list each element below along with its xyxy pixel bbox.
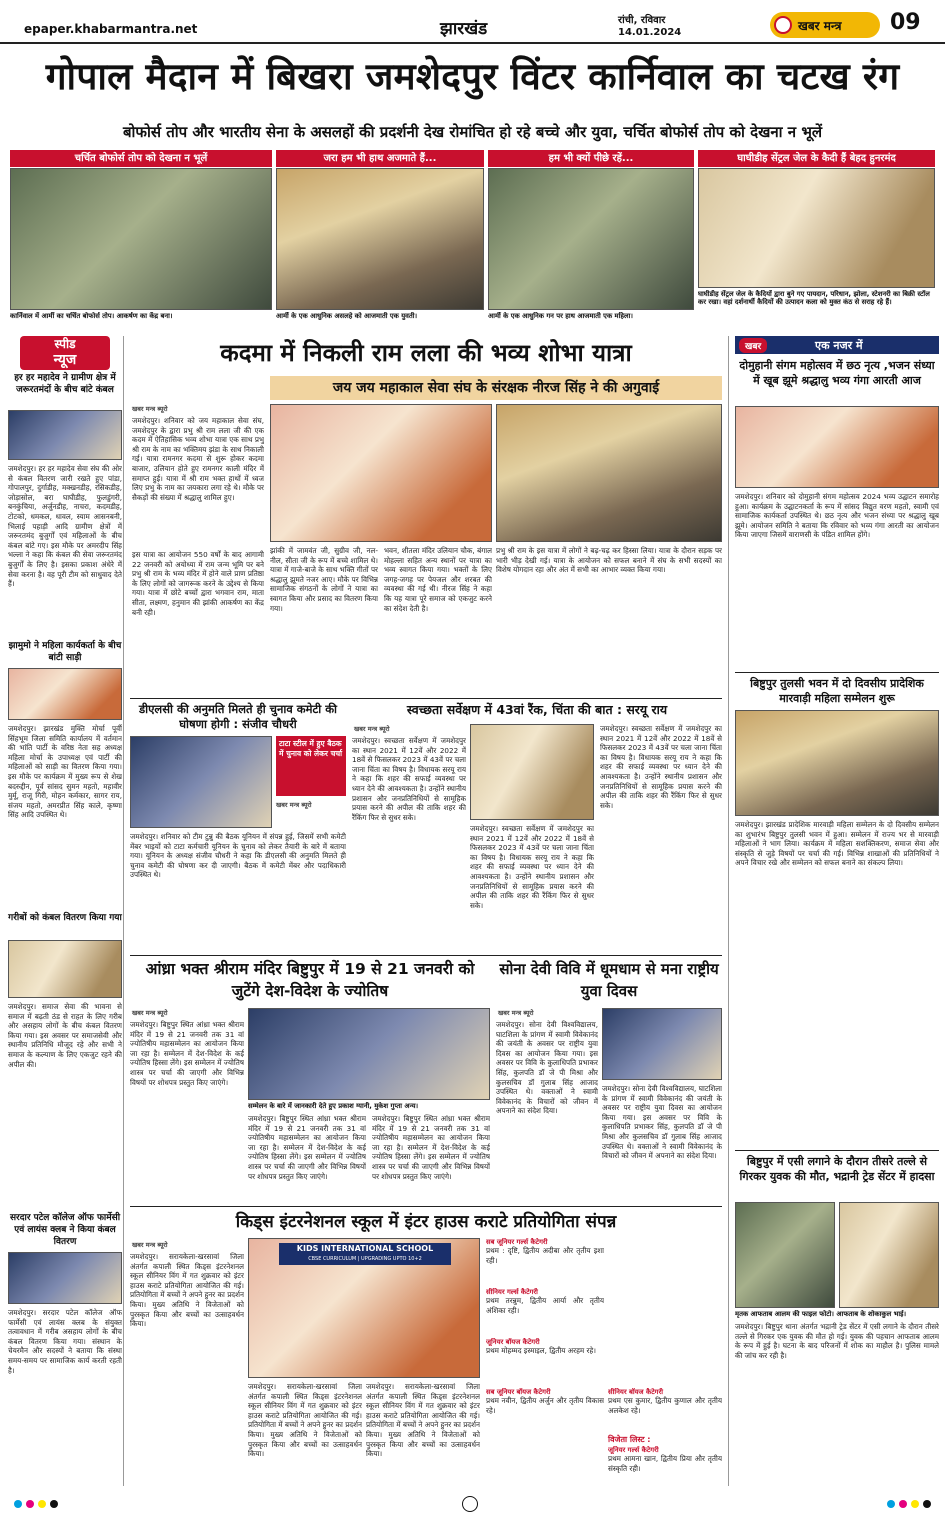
result-5-res: प्रथम एस कुमार, द्वितीय कुणाल और तृतीय अलकेश रहे। bbox=[608, 1396, 722, 1415]
story2-headline: बिष्टुपुर तुलसी भवन में दो दिवसीय प्रादेशिक मारवाड़ी महिला सम्मेलन शुरू bbox=[750, 677, 924, 705]
sona-devi-body-cont: जमशेदपुर। सोना देवी विश्वविद्यालय, घाटशिला के प्रांगण में स्वामी विवेकानंद की जयंती के अवसर पर राष्ट्रीय युवा दिवस का आयोजन किया गया। इस अवसर पर विवि के कुलाधिपति प्रभाकर सिंह, कुलपति डॉ जे पी मिश्रा और कुलसचिव डॉ गुलाब सिंह आजाद उपस्थित थे। वक्ताओं ने स्वामी विवेकानंद के विचारों को जीवन में अपनाने का संदेश दिया। bbox=[602, 1084, 722, 1161]
photo-caption-4: घाघीडीह सेंट्रल जेल के कैदियों द्वारा बुने गए पायदान, परिधान, झोला, स्टेशनरी का बिक्री स्टॉल कर रखा। वहां दर्शनार्थी कैदियों की उत्पादन कला को मुक्त कंठ से सराह रहे हैं। bbox=[698, 290, 930, 307]
story2-photo bbox=[735, 710, 939, 816]
dlc-byline: खबर मन्त्र ब्यूरो bbox=[276, 801, 312, 809]
brand-logo bbox=[770, 12, 880, 38]
result-1 bbox=[486, 1238, 604, 1266]
result-2-cat: सीनियर गर्ल्स कैटेगरी bbox=[486, 1288, 538, 1296]
jyotish-caption: सम्मेलन के बारे में जानकारी देते हुए प्रकाश ग्यानी, मुकेश गुप्ता अन्य। bbox=[248, 1102, 419, 1110]
print-marks bbox=[0, 1494, 945, 1514]
jyotish-story bbox=[130, 958, 490, 1202]
jyotish-headline: आंध्रा भक्त श्रीराम मंदिर बिष्टुपुर में 19 से 21 जनवरी को जुटेंगे देश-विदेश के ज्योतिष bbox=[145, 960, 475, 1000]
story3-caption: मृतक आफताब आलम की फाइल फोटो। आफताब के शोकाकुल भाई। bbox=[735, 1310, 907, 1318]
divider bbox=[735, 1150, 939, 1151]
ek-nazar-header bbox=[735, 336, 939, 354]
saryu-headline: स्वच्छता सर्वेक्षण में 43वां रैंक, चिंता की बात : सरयू राय bbox=[406, 702, 668, 717]
ek-nazar-title: एक नजर में bbox=[815, 339, 863, 352]
jyotish-body-cont: जमशेदपुर। बिष्टुपुर स्थित आंध्रा भक्त श्रीराम मंदिर में 19 से 21 जनवरी तक 31 वां ज्योतिषीय महासम्मेलन का आयोजन किया जा रहा है। सम्मेलन में देश-विदेश के कई ज्योतिष हिस्सा लेंगे। इस सम्मेलन में ज्योतिष शास्त्र पर चर्चा की जाएगी और विभिन्न विषयों पर शोधपत्र प्रस्तुत किए जाएंगे। bbox=[248, 1114, 366, 1181]
bofors-gun-photo bbox=[10, 168, 272, 310]
dlc-headline: डीएलसी की अनुमति मिलते ही चुनाव कमेटी की घोषणा होगी : संजीव चौधरी bbox=[138, 702, 338, 731]
story3-photo-2 bbox=[839, 1202, 939, 1308]
ram-lala-headline: कदमा में निकली राम लला की भव्य शोभा यात्रा bbox=[220, 339, 632, 367]
divider bbox=[735, 672, 939, 673]
color-dot-icon bbox=[887, 1500, 895, 1508]
ram-lala-byline: खबर मन्त्र ब्यूरो bbox=[132, 405, 168, 413]
photo-label-2: जरा हम भी हाथ अजमाते हैं... bbox=[276, 150, 484, 167]
speed-item-4-title: सरदार पटेल कॉलेज ऑफ फार्मेसी एवं लायंस क्लब ने किया कंबल वितरण bbox=[9, 1213, 121, 1247]
dlc-badge bbox=[276, 736, 346, 796]
result-4-cat: सब जूनियर बॉयज कैटेगरी bbox=[486, 1388, 551, 1396]
website-url[interactable]: epaper.khabarmantra.net bbox=[24, 22, 198, 36]
woman-with-weapon-photo bbox=[276, 168, 484, 310]
speed-item-2-body: जमशेदपुर। झारखंड मुक्ति मोर्चा पूर्वी सिंहभूम जिला समिति कार्यालय में वर्तमान की भांति पार्टी के वरिष्ठ नेता सह अध्यक्ष महिला मोर्चा के उपाध्यक्ष एवं पार्टी की महिलाओं को साड़ी का वितरण किया गया। इस मौके पर कार्यक्रम में मुख्य रूप से शेख बदरुद्दीन, पूर्व सांसद सुमन महतो, महावीर मुर्मू, राजू गिरी, मोहन कर्मकार, सागर राय, संजय महतो, अमरप्रीत सिंह काले, कृष्णा सिंह आदि उपस्थित थे। bbox=[8, 724, 122, 820]
sub-headline: बोफोर्स तोप और भारतीय सेना के असलहों की प्रदर्शनी देख रोमांचित हो रहे बच्चे और युवा, चर्चित बोफोर्स तोप को देखना न भूलें bbox=[122, 123, 823, 141]
ek-nazar-tag: खबर bbox=[739, 338, 767, 353]
karate-banner bbox=[279, 1243, 451, 1265]
karate-results bbox=[486, 1238, 722, 1484]
karate-story bbox=[130, 1210, 722, 1484]
result-6-cat: जूनियर गर्ल्स कैटेगरी bbox=[608, 1446, 659, 1454]
speed-item-4-body: जमशेदपुर। सरदार पटेल कॉलेज ऑफ फार्मेसी एवं लायंस क्लब के संयुक्त तत्वावधान में गरीब असहाय लोगों के बीच कंबल वितरण किया गया। संस्थान के चेयरमैन और सदस्यों ने बताया कि संस्था समय-समय पर सामाजिक कार्य करती रहती है। bbox=[8, 1308, 122, 1375]
result-5-cat: सीनियर बॉयज कैटेगरी bbox=[608, 1388, 663, 1396]
divider bbox=[130, 698, 722, 699]
ek-nazar-column bbox=[728, 336, 938, 1486]
karate-photo bbox=[248, 1238, 480, 1378]
procession-photo-1 bbox=[270, 404, 492, 542]
ram-lala-story bbox=[130, 336, 722, 696]
brand-name: खबर मन्त्र bbox=[798, 19, 842, 33]
color-dot-icon bbox=[14, 1500, 22, 1508]
karate-headline: किड्स इंटरनेशनल स्कूल में इंटर हाउस कराटे प्रतियोगिता संपन्न bbox=[235, 1212, 617, 1232]
result-2-res: प्रथम तरन्नुम, द्वितीय आर्या और तृतीय अंशिका रही। bbox=[486, 1296, 604, 1315]
registration-mark-icon bbox=[462, 1496, 478, 1512]
sona-devi-photo bbox=[602, 1008, 722, 1080]
dlc-badge-text: टाटा स्टील में हुए बैठक में चुनाव को लेकर चर्चा bbox=[279, 739, 343, 758]
karate-body-cont: जमशेदपुर। सरायकेला-खरसावां जिला अंतर्गत कपाली स्थित किड्स इंटरनेशनल स्कूल सीनियर विंग में गत शुक्रवार को इंटर हाउस कराटे प्रतियोगिता आयोजित की गई। प्रतियोगिता में बच्चों ने अपने हुनर का प्रदर्शन किया। मुख्य अतिथि ने विजेताओं को पुरस्कृत किया और बच्चों का उत्साहवर्धन किया। bbox=[248, 1382, 362, 1459]
speed-news-badge-line1: स्पीड bbox=[54, 337, 76, 351]
jail-stall-photo bbox=[698, 168, 935, 288]
color-dot-icon bbox=[26, 1500, 34, 1508]
story3-photo-1 bbox=[735, 1202, 835, 1308]
ram-lala-col3: झांकी में जामवंत जी, सुग्रीव जी, नल-नील, सीता जी के रूप में बच्चे शामिल थे। यात्रा में गाजे-बाजे के साथ भक्ति गीतों पर श्रद्धालु झूमते नजर आए। मौके पर विभिन्न सामाजिक संगठनों के लोगों ने यात्रा का स्वागत किया और प्रसाद का वितरण किया गया। bbox=[270, 546, 378, 613]
color-dot-icon bbox=[38, 1500, 46, 1508]
ram-lala-subhead: जय जय महाकाल सेवा संघ के संरक्षक नीरज सिंह ने की अगुवाई bbox=[270, 376, 722, 400]
speed-news-column bbox=[6, 336, 124, 1486]
winners-label: विजेता लिस्ट : bbox=[608, 1435, 651, 1444]
speed-item-1-body: जमशेदपुर। हर हर महादेव सेवा संघ की ओर से कंबल वितरण जारी रखते हुए पांडा, गोपालपुर, दुर्गाडीह, मक्खनडीह, रसिकडीह, जोड़ासोल, बरा घाघीडीह, फुलडुंगरी, बनकुंचिया, अर्जुनडीह, नाचरा, कदमडीह, टोटको, धमकल, धावल, स्याम आसनबनी, भिलाई पहाड़ी आदि ग्रामीण क्षेत्रों में जरूरतमंद बुजुर्गों एवं महिलाओं के बीच कंबल बांटे गए। इस मौके पर अमरदीप सिंह भल्ला ने कहा कि कंबल की सेवा जरूरतमंद बुजुर्गों के लिए है। इसका प्रकाश अंधेरे में सेवा करना है। वह पूरी टीम को साधुवाद देते हैं। bbox=[8, 464, 122, 589]
page-number: 09 bbox=[890, 10, 921, 35]
karate-banner-sub: CBSE CURRICULUM | UPGRADING UPTO 10+2 bbox=[308, 1256, 422, 1262]
city-day: रांची, रविवार bbox=[618, 15, 666, 26]
sona-devi-body: जमशेदपुर। सोना देवी विश्वविद्यालय, घाटशिला के प्रांगण में स्वामी विवेकानंद की जयंती के अवसर पर राष्ट्रीय युवा दिवस का आयोजन किया गया। इस अवसर पर विवि के कुलाधिपति प्रभाकर सिंह, कुलपति डॉ जे पी मिश्रा और कुलसचिव डॉ गुलाब सिंह आजाद उपस्थित थे। वक्ताओं ने स्वामी विवेकानंद के विचारों को जीवन में अपनाने का संदेश दिया। bbox=[496, 1020, 598, 1116]
saryu-photo bbox=[470, 724, 594, 820]
speed-item-3-title: गरीबों को कंबल वितरण किया गया bbox=[8, 913, 122, 923]
story1-body: जमशेदपुर। शनिवार को दोमुहानी संगम महोत्सव 2024 भव्य उद्घाटन समारोह हुआ। कार्यक्रम के उद्घाटनकर्ता के रूप में सांसद विद्युत वरण महतो, स्वामी एवं सामाजिक कार्यकर्ता उपस्थित थे। छठ नृत्य और भजन संध्या पर श्रद्धालु खूब झूमे। आयोजन समिति ने बताया कि रविवार को भव्य गंगा आरती का आयोजन किया जाएगा जिसमें वाराणसी के पंडित शामिल होंगे। bbox=[735, 492, 939, 540]
karate-body-cont-2: जमशेदपुर। सरायकेला-खरसावां जिला अंतर्गत कपाली स्थित किड्स इंटरनेशनल स्कूल सीनियर विंग में गत शुक्रवार को इंटर हाउस कराटे प्रतियोगिता आयोजित की गई। प्रतियोगिता में बच्चों ने अपने हुनर का प्रदर्शन किया। मुख्य अतिथि ने विजेताओं को पुरस्कृत किया और बच्चों का उत्साहवर्धन किया। bbox=[366, 1382, 480, 1459]
photo-label-1: चर्चित बोफोर्स तोप को देखना न भूलें bbox=[10, 150, 272, 167]
result-1-res: प्रथम : दृष्टि, द्वितीय अदीबा और तृतीय इशा रही। bbox=[486, 1246, 604, 1265]
saryu-body: जमशेदपुर। स्वच्छता सर्वेक्षण में जमशेदपुर का स्थान 2021 में 12वें और 2022 में 18वें से फिसलकर 2023 में 43वें पर चला जाना चिंता का विषय है। विधायक सरयू राय ने कहा कि शहर की सफाई व्यवस्था पर ध्यान देने की आवश्यकता है। उन्होंने स्थानीय प्रशासन और जनप्रतिनिधियों से सामूहिक प्रयास करने की अपील की ताकि शहर की रैंकिंग फिर से सुधर सके। bbox=[352, 736, 466, 822]
speed-news-badge-line2: न्यूज bbox=[53, 352, 77, 368]
speed-item-4-photo bbox=[8, 1252, 122, 1304]
photo-label-4: घाघीडीह सेंट्रल जेल के कैदी हैं बेहद हुनरमंद bbox=[698, 150, 935, 167]
photo-caption-3: आर्मी के एक आधुनिक गन पर हाथ आजमाती एक महिला। bbox=[488, 312, 633, 320]
result-3-res: प्रथम मोहम्मद इस्माइल, द्वितीय अरहम रहे। bbox=[486, 1346, 596, 1356]
photo-caption-2: आर्मी के एक आधुनिक असलहे को आजमाती एक युवती। bbox=[276, 312, 418, 320]
saryu-story bbox=[352, 702, 722, 952]
saryu-byline: खबर मन्त्र ब्यूरो bbox=[354, 725, 390, 733]
sona-devi-story bbox=[496, 958, 722, 1202]
ram-lala-col2: इस यात्रा का आयोजन 550 वर्षों के बाद आगामी 22 जनवरी को अयोध्या में राम जन्म भूमि पर बने प्रभु श्री राम के भव्य मंदिर में होने वाले प्राण प्रतिष्ठा के लिए लोगों को जागरूक करने के उद्देश्य से किया गया। यात्रा में छोटे बच्चों द्वारा भगवान राम, माता सीता, लक्ष्मण, हनुमान की झांकी आकर्षण का केंद्र बनी रही। bbox=[132, 550, 264, 617]
speed-item-3-photo bbox=[8, 940, 122, 998]
speed-item-2-title: झामुमो ने महिला कार्यकर्ता के बीच बांटी साड़ी bbox=[8, 641, 122, 663]
speed-item-2-photo bbox=[8, 668, 122, 720]
masthead bbox=[0, 0, 945, 44]
woman-with-gun-photo bbox=[488, 168, 694, 310]
color-dot-icon bbox=[923, 1500, 931, 1508]
result-5 bbox=[608, 1388, 722, 1416]
jyotish-photo bbox=[248, 1008, 490, 1100]
jyotish-byline: खबर मन्त्र ब्यूरो bbox=[132, 1009, 168, 1017]
speed-item-1-title: हर हर महादेव ने ग्रामीण क्षेत्र में जरूरतमंदों के बीच बांटे कंबल bbox=[14, 373, 116, 395]
saryu-body-cont: जमशेदपुर। स्वच्छता सर्वेक्षण में जमशेदपुर का स्थान 2021 में 12वें और 2022 में 18वें से फिसलकर 2023 में 43वें पर चला जाना चिंता का विषय है। विधायक सरयू राय ने कहा कि शहर की सफाई व्यवस्था पर ध्यान देने की आवश्यकता है। उन्होंने स्थानीय प्रशासन और जनप्रतिनिधियों से सामूहिक प्रयास करने की अपील की ताकि शहर की रैंकिंग फिर से सुधर सके। bbox=[470, 824, 594, 910]
brand-logo-icon bbox=[774, 16, 792, 34]
divider bbox=[130, 955, 722, 956]
result-4-res: प्रथम नवीन, द्वितीय अर्जुन और तृतीय विकास रहे। bbox=[486, 1396, 604, 1415]
result-3 bbox=[486, 1338, 604, 1356]
ram-lala-col4: भवन, शीतला मंदिर उलियान चौक, बंगाल मोहल्ला सहित अन्य स्थानों पर यात्रा का भव्य स्वागत किया गया। भक्तों के लिए जगह-जगह पर पेयजल और शरबत की व्यवस्था की गई थी। नीरज सिंह ने कहा कि यह यात्रा पूरे समाज को एकजुट करने का संदेश देती है। bbox=[384, 546, 492, 613]
photo-label-3: हम भी क्यों पीछे रहें... bbox=[488, 150, 694, 167]
main-headline: गोपाल मैदान में बिखरा जमशेदपुर विंटर कार्निवाल का चटख रंग bbox=[45, 55, 900, 98]
ram-lala-col1: जमशेदपुर। शनिवार को जय महाकाल सेवा संघ, जमशेदपुर के द्वारा प्रभु श्री राम लला जी की एक कदम में ऐतिहासिक भव्य शोभा यात्रा एक साथ प्रभु श्री राम के नाम का भक्तिमय झंडा के साथ निकाली गई। यात्रा रामनगर कदमा से शुरू होकर कदमा बाजार, उलियान होते हुए रामनगर काली मंदिर में समाप्त हुई। यात्रा में श्री राम भक्त हाथों में ध्वज लिए प्रभु के नाम का जयकारा लगा रहे थे। मौके पर सैकड़ों की संख्या में श्रद्धालु शामिल हुए। bbox=[132, 416, 264, 502]
sona-devi-headline: सोना देवी विवि में धूमधाम से मना राष्ट्रीय युवा दिवस bbox=[499, 960, 719, 1000]
speed-item-1-photo bbox=[8, 410, 122, 460]
procession-photo-2 bbox=[496, 404, 722, 542]
result-6 bbox=[608, 1446, 722, 1474]
dlc-body: जमशेदपुर। शनिवार को टीम टुन्नु की बैठक यूनियन में संपन्न हुई, जिसमें सभी कमेटी मेंबर भाइयों को टाटा कर्मचारी यूनियन के चुनाव को लेकर तैयारी के बारे में बताया गया। यूनियन के अध्यक्ष संजीव चौधरी ने कहा कि डीएलसी की अनुमति मिलते ही चुनाव कमेटी की घोषणा कर दी जाएगी। बैठक में कमेटी मेंबर और पदाधिकारी उपस्थित थे। bbox=[130, 832, 346, 880]
jyotish-body-cont-2: जमशेदपुर। बिष्टुपुर स्थित आंध्रा भक्त श्रीराम मंदिर में 19 से 21 जनवरी तक 31 वां ज्योतिषीय महासम्मेलन का आयोजन किया जा रहा है। सम्मेलन में देश-विदेश के कई ज्योतिष हिस्सा लेंगे। इस सम्मेलन में ज्योतिष शास्त्र पर चर्चा की जाएगी और विभिन्न विषयों पर शोधपत्र प्रस्तुत किए जाएंगे। bbox=[372, 1114, 490, 1181]
issue-date: 14.01.2024 bbox=[618, 27, 682, 38]
story1-headline: दोमुहानी संगम महोत्सव में छठ नृत्य ,भजन संध्या में खूब झूमे श्रद्धालु भव्य गंगा आरती आज bbox=[739, 359, 935, 387]
ram-lala-col5: प्रभु श्री राम के इस यात्रा में लोगों ने बढ़-चढ़ कर हिस्सा लिया। यात्रा के दौरान सड़क पर भारी भीड़ देखी गई। यात्रा के आयोजन को सफल बनाने में संघ के सभी सदस्यों का विशेष योगदान रहा और अंत में सभी का आभार व्यक्त किया गया। bbox=[496, 546, 722, 575]
result-4 bbox=[486, 1388, 604, 1416]
sona-devi-byline: खबर मन्त्र ब्यूरो bbox=[498, 1009, 534, 1017]
karate-byline: खबर मन्त्र ब्यूरो bbox=[132, 1241, 168, 1249]
dlc-story bbox=[130, 702, 346, 952]
result-3-cat: जूनियर बॉयज कैटेगरी bbox=[486, 1338, 540, 1346]
result-6-res: प्रथम आमना खान, द्वितीय प्रिया और तृतीय संस्कृति रही। bbox=[608, 1454, 722, 1473]
color-dot-icon bbox=[911, 1500, 919, 1508]
color-dot-icon bbox=[50, 1500, 58, 1508]
story1-photo bbox=[735, 406, 939, 488]
dlc-photo bbox=[130, 736, 272, 828]
story3-headline: बिष्टुपुर में एसी लगाने के दौरान तीसरे तल्ले से गिरकर युवक की मौत, भद्रानी ट्रेड सेंटर में हादसा bbox=[739, 1155, 935, 1183]
photo-caption-1: कार्निवाल में आर्मी का चर्चित बोफोर्स तोप। आकर्षण का केंद्र बना। bbox=[10, 312, 173, 320]
karate-banner-title: KIDS INTERNATIONAL SCHOOL bbox=[296, 1244, 434, 1253]
speed-news-badge bbox=[20, 336, 110, 370]
result-1-cat: सब जूनियर गर्ल्स कैटेगरी bbox=[486, 1238, 548, 1246]
story2-body: जमशेदपुर। झारखंड प्रादेशिक मारवाड़ी महिला सम्मेलन के दो दिवसीय सम्मेलन का शुभारंभ बिष्टुपुर तुलसी भवन में हुआ। सम्मेलन में राज्य भर से मारवाड़ी महिलाओं ने भाग लिया। कार्यक्रम में महिला सशक्तिकरण, समाज सेवा और संस्कृति से जुड़े विषयों पर चर्चा की गई। विभिन्न शाखाओं की प्रतिनिधियों ने अपने विचार रखे और सम्मेलन को सफल बनाने का संकल्प लिया। bbox=[735, 820, 939, 868]
saryu-body-cont-2: जमशेदपुर। स्वच्छता सर्वेक्षण में जमशेदपुर का स्थान 2021 में 12वें और 2022 में 18वें से फिसलकर 2023 में 43वें पर चला जाना चिंता का विषय है। विधायक सरयू राय ने कहा कि शहर की सफाई व्यवस्था पर ध्यान देने की आवश्यकता है। उन्होंने स्थानीय प्रशासन और जनप्रतिनिधियों से सामूहिक प्रयास करने की अपील की ताकि शहर की रैंकिंग फिर से सुधर सके। bbox=[600, 724, 722, 810]
jyotish-body: जमशेदपुर। बिष्टुपुर स्थित आंध्रा भक्त श्रीराम मंदिर में 19 से 21 जनवरी तक 31 वां ज्योतिषीय महासम्मेलन का आयोजन किया जा रहा है। सम्मेलन में देश-विदेश के कई ज्योतिष हिस्सा लेंगे। इस सम्मेलन में ज्योतिष शास्त्र पर चर्चा की जाएगी और विभिन्न विषयों पर शोधपत्र प्रस्तुत किए जाएंगे। bbox=[130, 1020, 244, 1087]
result-2 bbox=[486, 1288, 604, 1316]
karate-body: जमशेदपुर। सरायकेला-खरसावां जिला अंतर्गत कपाली स्थित किड्स इंटरनेशनल स्कूल सीनियर विंग में गत शुक्रवार को इंटर हाउस कराटे प्रतियोगिता आयोजित की गई। प्रतियोगिता में बच्चों ने अपने हुनर का प्रदर्शन किया। मुख्य अतिथि ने विजेताओं को पुरस्कृत किया और बच्चों का उत्साहवर्धन किया। bbox=[130, 1252, 244, 1329]
story3-body: जमशेदपुर। बिष्टुपुर थाना अंतर्गत भद्रानी ट्रेड सेंटर में एसी लगाने के दौरान तीसरे तल्ले से गिरकर एक युवक की मौत हो गई। युवक की पहचान आफताब आलम के रूप में हुई है। घटना के बाद परिजनों में शोक का माहौल है। पुलिस मामले की जांच कर रही है। bbox=[735, 1322, 939, 1360]
section-name: झारखंड bbox=[440, 19, 488, 39]
divider bbox=[130, 1206, 722, 1207]
color-dot-icon bbox=[899, 1500, 907, 1508]
speed-item-3-body: जमशेदपुर। समाज सेवा की भावना से समाज में बढ़ती ठंड से राहत के लिए गरीब और असहाय लोगों के बीच कंबल वितरण किया गया। इस अवसर पर समाजसेवी और स्थानीय प्रतिनिधि मौजूद रहे और सभी ने समाज के कल्याण के लिए एकजुट रहने की अपील की। bbox=[8, 1002, 122, 1069]
photo-strip bbox=[10, 150, 935, 332]
